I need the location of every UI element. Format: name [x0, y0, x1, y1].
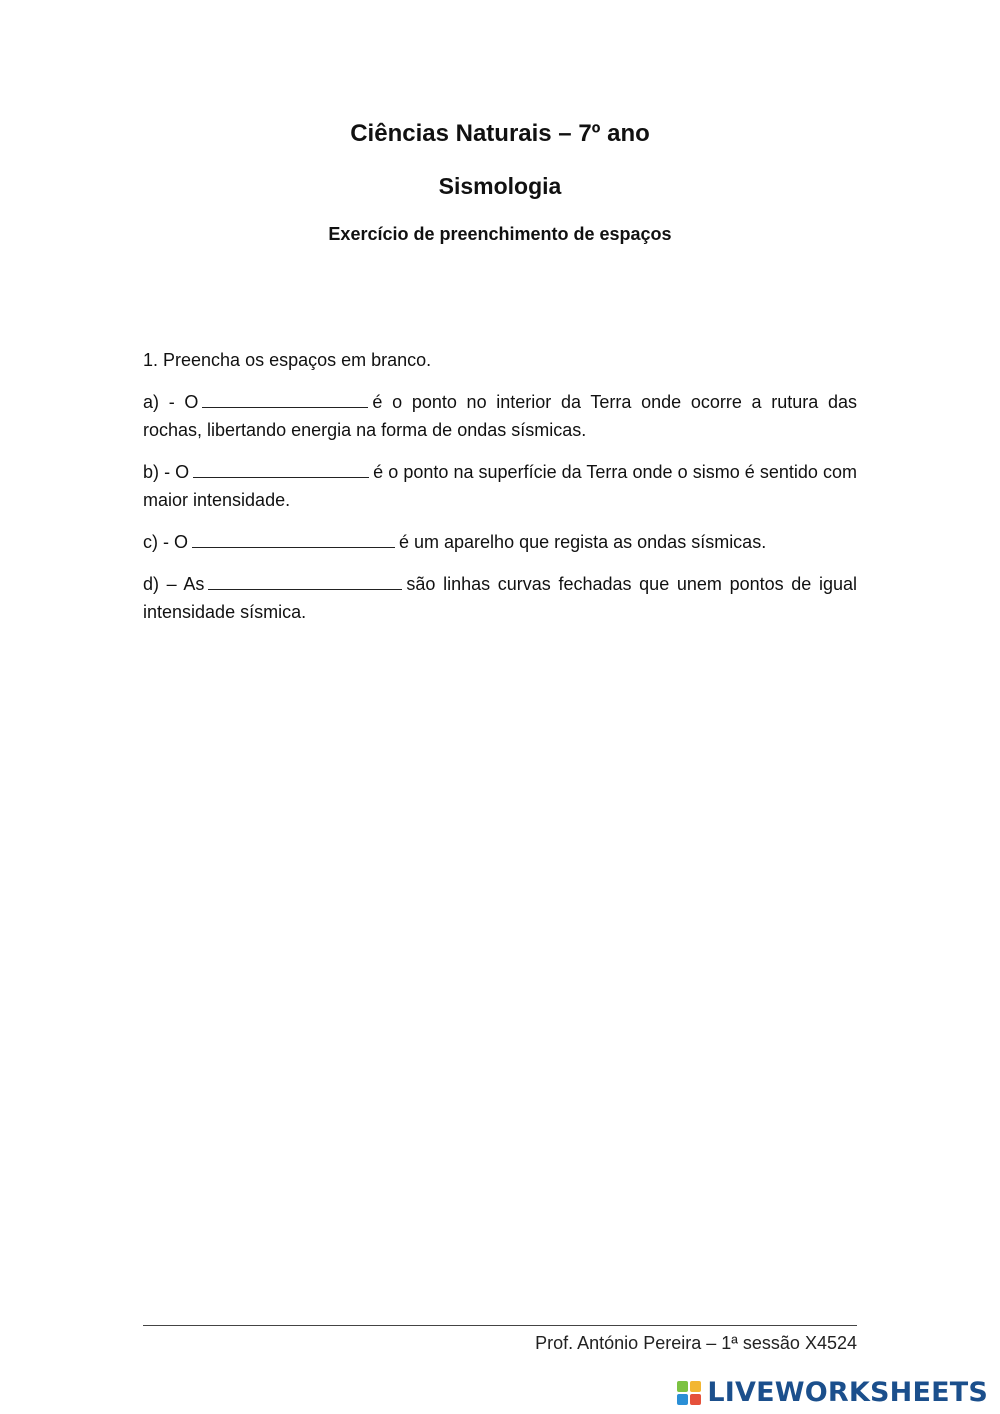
item-c-prefix: c) - O — [143, 532, 188, 552]
logo-square-l — [677, 1381, 688, 1392]
exercise-body — [143, 346, 857, 640]
item-a-blank[interactable] — [202, 390, 368, 408]
exercise-instruction: 1. Preencha os espaços em branco. — [143, 350, 432, 370]
exercise-item-d — [143, 570, 857, 626]
liveworksheets-logo-icon — [677, 1381, 701, 1405]
document-title: Ciências Naturais – 7º ano — [350, 120, 650, 147]
document-subtitle: Sismologia — [438, 173, 562, 199]
item-c-blank[interactable] — [192, 530, 395, 548]
item-a-prefix: a) - O — [143, 392, 199, 412]
item-d-prefix: d) – As — [143, 574, 205, 594]
exercise-type-heading: Exercício de preenchimento de espaços — [328, 224, 672, 244]
item-b-prefix: b) - O — [143, 462, 190, 482]
logo-square-i — [690, 1381, 701, 1392]
item-d-suffix: são linhas curvas fechadas que unem pontos de igual intensidade sísmica. — [143, 574, 857, 622]
logo-square-v — [677, 1394, 688, 1405]
item-b-blank[interactable] — [193, 460, 369, 478]
exercise-item-b — [143, 458, 857, 514]
footer-credit: Prof. António Pereira – 1ª sessão X4524 — [535, 1333, 857, 1353]
item-d-blank[interactable] — [208, 572, 402, 590]
item-b-suffix: é o ponto na superfície da Terra onde o sismo é sentido com maior intensidade. — [143, 462, 857, 510]
exercise-item-c — [143, 528, 857, 556]
liveworksheets-logo-text: LIVEWORKSHEETS — [707, 1377, 988, 1408]
footer-divider — [143, 1325, 857, 1326]
logo-square-e — [690, 1394, 701, 1405]
exercise-item-a — [143, 388, 857, 444]
item-a-suffix: é o ponto no interior da Terra onde ocorre a rutura das rochas, libertando energia na forma de ondas sísmicas. — [143, 392, 857, 440]
item-c-suffix: é um aparelho que regista as ondas sísmicas. — [399, 532, 767, 552]
liveworksheets-logo[interactable] — [677, 1377, 988, 1408]
